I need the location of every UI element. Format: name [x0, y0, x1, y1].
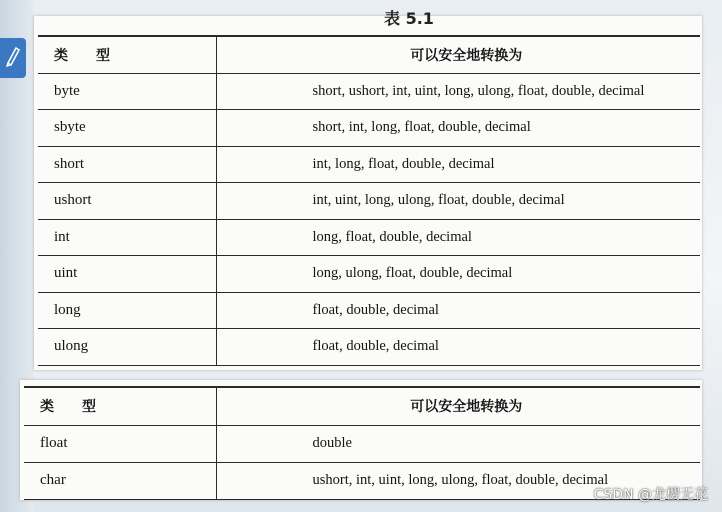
table-row [38, 256, 700, 293]
cell-type: long [38, 292, 216, 329]
header-type: 类 型 [24, 387, 216, 425]
conversion-table-2 [24, 386, 700, 500]
edit-badge[interactable] [0, 38, 26, 78]
cell-type: uint [38, 256, 216, 293]
table-row [38, 110, 700, 147]
table-row [24, 425, 700, 462]
cell-type: short [38, 146, 216, 183]
watermark-text: CSDN @龙樱无花 [593, 487, 708, 503]
cell-conversions: long, float, double, decimal [216, 219, 700, 256]
cell-type: char [24, 462, 216, 499]
cell-conversions: ushort, int, uint, long, ulong, float, double, decimal [216, 462, 700, 499]
cell-type: float [24, 425, 216, 462]
table-row [38, 183, 700, 220]
table-row [38, 146, 700, 183]
header-type: 类 型 [38, 36, 216, 73]
cell-type: byte [38, 73, 216, 110]
header-conversions: 可以安全地转换为 [216, 36, 700, 73]
cell-conversions: int, long, float, double, decimal [216, 146, 700, 183]
table-header-row [38, 36, 700, 73]
table-row [38, 329, 700, 366]
cell-conversions: short, ushort, int, uint, long, ulong, float, double, decimal [216, 73, 700, 110]
cell-type: ulong [38, 329, 216, 366]
table-caption-fragment: 表 5.1 [384, 9, 434, 28]
cell-conversions: float, double, decimal [216, 329, 700, 366]
cell-type: sbyte [38, 110, 216, 147]
document-page-bottom [20, 380, 702, 500]
table-row [38, 73, 700, 110]
conversion-table-1 [38, 35, 700, 366]
table-header-row [24, 387, 700, 425]
cell-type: ushort [38, 183, 216, 220]
table-row [38, 219, 700, 256]
header-conversions: 可以安全地转换为 [216, 387, 700, 425]
document-page-top [34, 9, 702, 370]
cell-conversions: double [216, 425, 700, 462]
table-row [38, 292, 700, 329]
cell-type: int [38, 219, 216, 256]
cell-conversions: short, int, long, float, double, decimal [216, 110, 700, 147]
cell-conversions: long, ulong, float, double, decimal [216, 256, 700, 293]
cell-conversions: float, double, decimal [216, 292, 700, 329]
pencil-icon [5, 45, 21, 72]
cell-conversions: int, uint, long, ulong, float, double, decimal [216, 183, 700, 220]
